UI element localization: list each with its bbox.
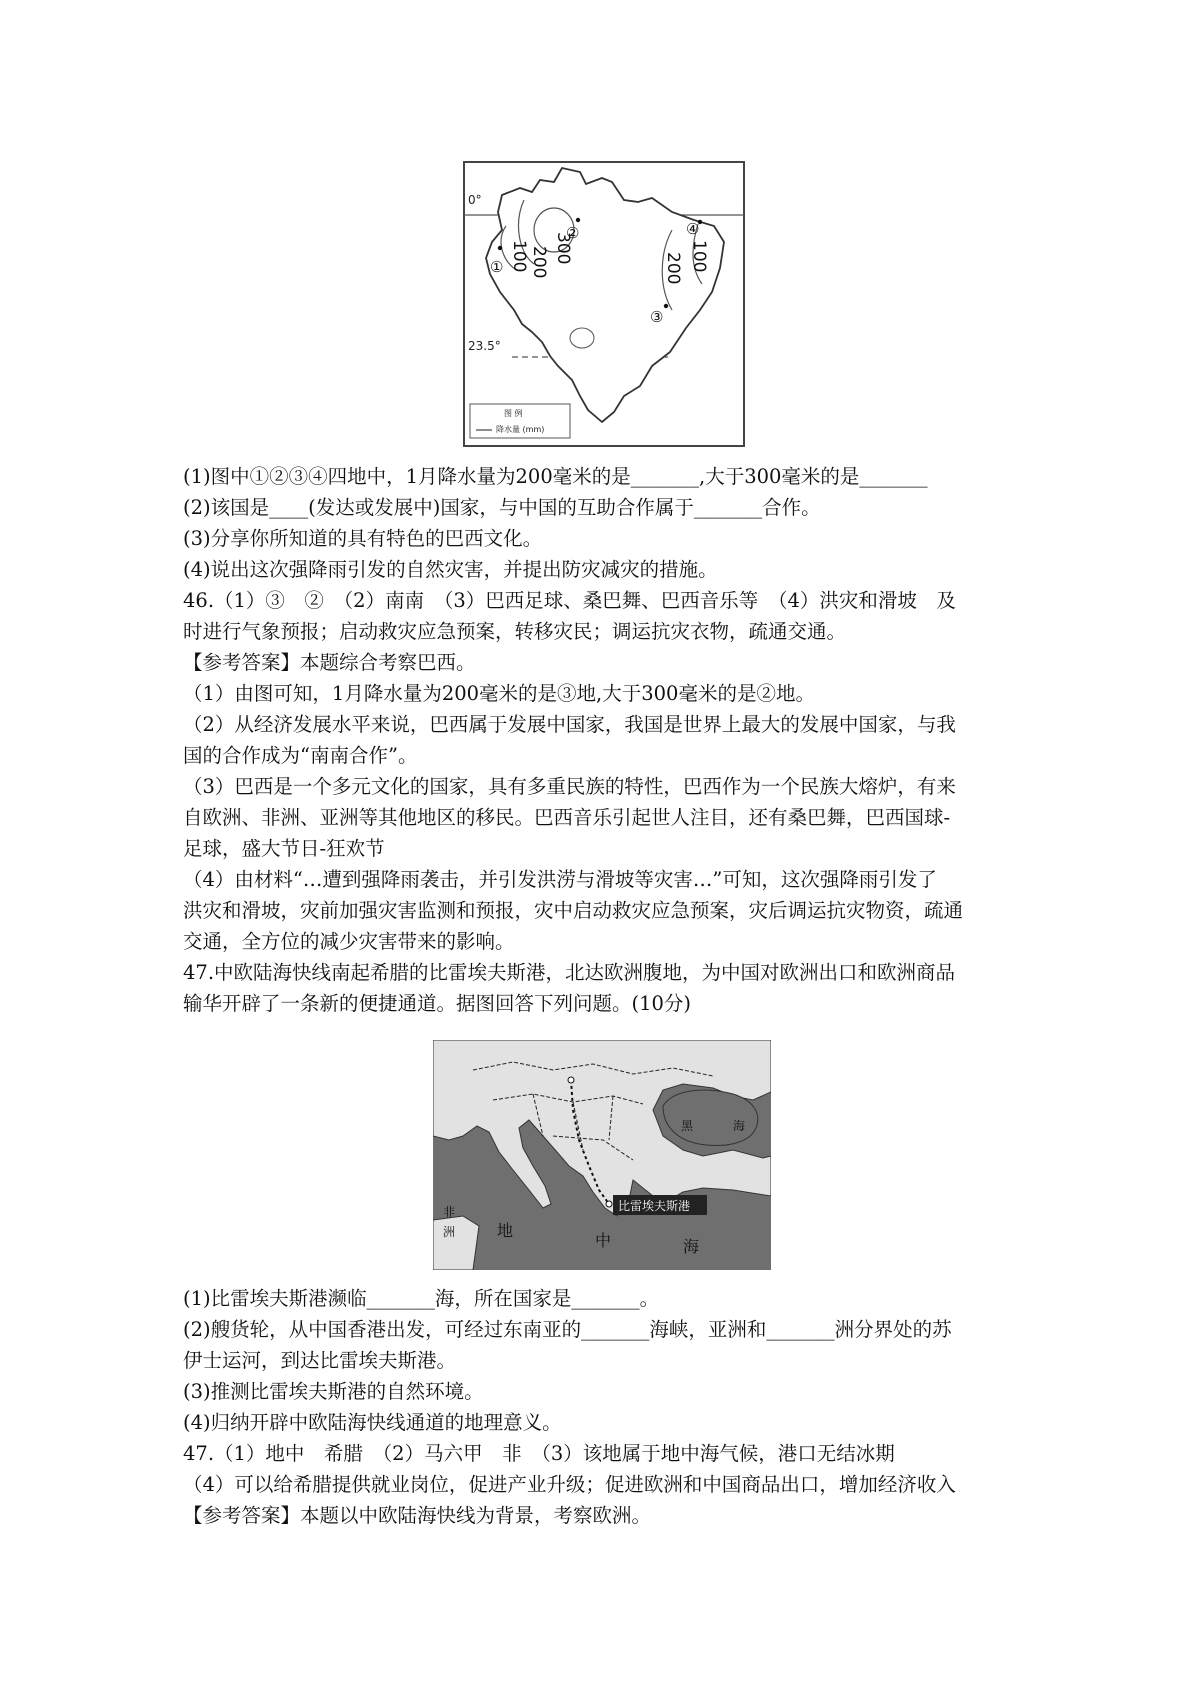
legend-title: 图 例 bbox=[504, 409, 523, 418]
mediterranean-label-2: 中 bbox=[595, 1231, 612, 1250]
isohyet-label-200-west: 200 bbox=[529, 246, 549, 279]
isohyet-label-100-west: 100 bbox=[509, 240, 529, 273]
q46-answer-line-1: 46.（1）③ ② （2）南南 （3）巴西足球、桑巴舞、巴西音乐等 （4）洪灾和滑坡 及 bbox=[183, 589, 956, 612]
isohyet-label-200-east: 200 bbox=[663, 252, 683, 285]
q47-item-3: (3)推测比雷埃夫斯港的自然环境。 bbox=[183, 1380, 484, 1403]
mediterranean-label-3: 海 bbox=[683, 1237, 700, 1256]
black-sea-label-2: 海 bbox=[733, 1119, 746, 1133]
q46-explanation-line: 足球，盛大节日-狂欢节 bbox=[183, 837, 385, 860]
q46-block bbox=[183, 461, 1043, 1019]
q47-item-2: (2)艘货轮，从中国香港出发，可经过东南亚的_______海峡，亚洲和_______洲分界处的苏 bbox=[183, 1318, 952, 1341]
point-2-label: ② bbox=[566, 224, 580, 242]
equator-label: 0° bbox=[468, 193, 482, 207]
tropic-label: 23.5° bbox=[468, 339, 501, 353]
q47-stem-line-2: 输华开辟了一条新的便捷通道。据图回答下列问题。(10分) bbox=[183, 992, 692, 1015]
q47-block bbox=[183, 1283, 1043, 1531]
q46-explanation-line: （3）巴西是一个多元文化的国家，具有多重民族的特性，巴西作为一个民族大熔炉，有来 bbox=[183, 775, 956, 798]
brazil-precipitation-map bbox=[462, 160, 746, 448]
q47-answer-line-2: （4）可以给希腊提供就业岗位，促进产业升级；促进欧洲和中国商品出口，增加经济收入 bbox=[183, 1473, 956, 1496]
q47-item-4: (4)归纳开辟中欧陆海快线通道的地理意义。 bbox=[183, 1411, 562, 1434]
africa-label-1: 非 bbox=[443, 1205, 456, 1219]
q47-stem-line-1: 47.中欧陆海快线南起希腊的比雷埃夫斯港，北达欧洲腹地，为中国对欧洲出口和欧洲商品 bbox=[183, 961, 956, 984]
q47-reference-heading: 【参考答案】本题以中欧陆海快线为背景，考察欧洲。 bbox=[183, 1504, 652, 1527]
china-europe-express-map bbox=[433, 1040, 771, 1270]
q46-item-4: (4)说出这次强降雨引发的自然灾害，并提出防灾减灾的措施。 bbox=[183, 558, 718, 581]
q47-item-2-cont: 伊士运河，到达比雷埃夫斯港。 bbox=[183, 1349, 457, 1372]
q46-item-2: (2)该国是____(发达或发展中)国家，与中国的互助合作属于_______合作。 bbox=[183, 496, 821, 519]
piraeus-port-label: 比雷埃夫斯港 bbox=[618, 1199, 691, 1213]
black-sea-label-1: 黑 bbox=[681, 1119, 694, 1133]
isohyet-label-100-east: 100 bbox=[689, 240, 709, 273]
q47-answer-line-1: 47.（1）地中 希腊 （2）马六甲 非 （3）该地属于地中海气候，港口无结冰期 bbox=[183, 1442, 895, 1465]
north-africa-land bbox=[433, 1216, 479, 1270]
q46-explanation-line: 交通，全方位的减少灾害带来的影响。 bbox=[183, 930, 515, 953]
q46-reference-heading: 【参考答案】本题综合考察巴西。 bbox=[183, 651, 476, 674]
legend-item: 降水量 (mm) bbox=[496, 425, 545, 434]
point-1-label: ① bbox=[490, 258, 504, 276]
q46-explanation-line: （4）由材料“…遭到强降雨袭击，并引发洪涝与滑坡等灾害…”可知，这次强降雨引发了 bbox=[183, 868, 937, 891]
isohyet-label-300: 300 bbox=[553, 232, 573, 265]
q46-item-3: (3)分享你所知道的具有特色的巴西文化。 bbox=[183, 527, 543, 550]
point-4-label: ④ bbox=[686, 220, 700, 238]
africa-label-2: 洲 bbox=[443, 1225, 456, 1239]
q46-explanation-line: 国的合作成为“南南合作”。 bbox=[183, 744, 418, 767]
q46-explanation-line: （2）从经济发展水平来说，巴西属于发展中国家，我国是世界上最大的发展中国家，与我 bbox=[183, 713, 956, 736]
q47-item-1: (1)比雷埃夫斯港濒临_______海，所在国家是_______。 bbox=[183, 1287, 660, 1310]
q46-explanation-line: 自欧洲、非洲、亚洲等其他地区的移民。巴西音乐引起世人注目，还有桑巴舞，巴西国球- bbox=[183, 806, 951, 829]
point-3-label: ③ bbox=[650, 308, 664, 326]
q46-item-1: (1)图中①②③④四地中，1月降水量为200毫米的是_______,大于300毫米的是_______ bbox=[183, 465, 928, 488]
q46-explanation-line: 洪灾和滑坡，灾前加强灾害监测和预报，灾中启动救灾应急预案，灾后调运抗灾物资，疏通 bbox=[183, 899, 964, 922]
q46-explanation-line: （1）由图可知，1月降水量为200毫米的是③地,大于300毫米的是②地。 bbox=[183, 682, 815, 705]
q46-answer-line-2: 时进行气象预报；启动救灾应急预案，转移灾民；调运抗灾衣物，疏通交通。 bbox=[183, 620, 847, 643]
mediterranean-label-1: 地 bbox=[497, 1221, 514, 1240]
